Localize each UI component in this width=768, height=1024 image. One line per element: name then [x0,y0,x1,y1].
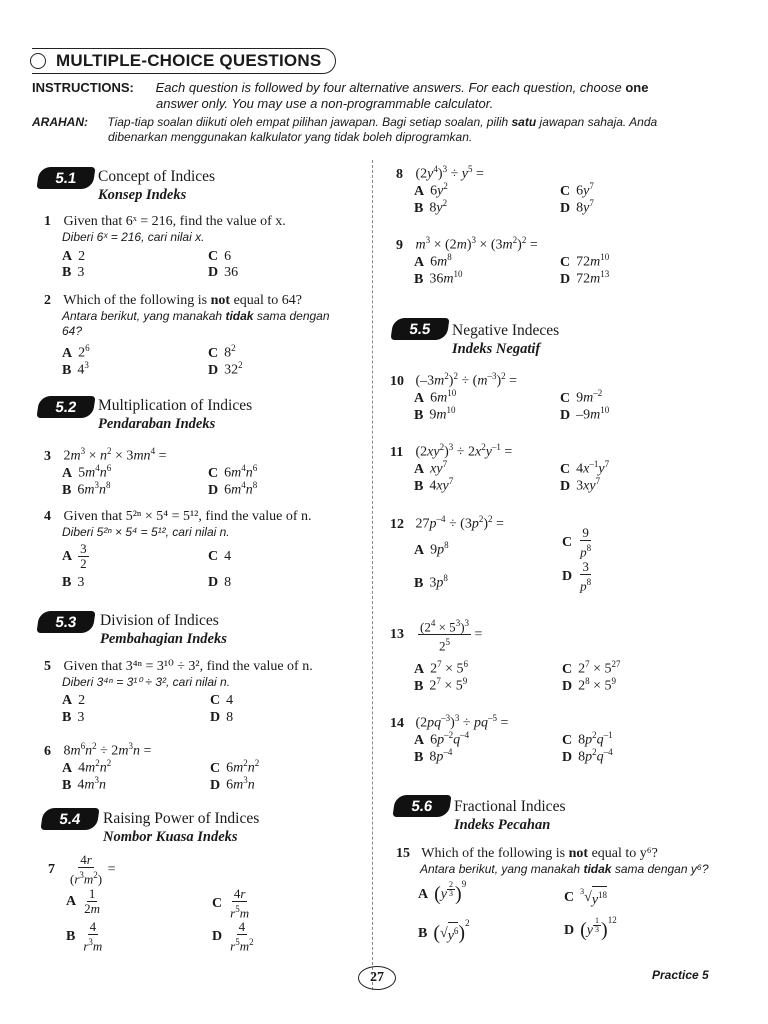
option-12d[interactable]: D $\frac{3}{p^8}$ [562,559,592,594]
option-10d[interactable]: D $-9m^{10}$ [560,405,610,423]
option-4d[interactable]: D 8 [208,575,232,590]
option-12c[interactable]: C $\frac{9}{p^8}$ [562,525,592,560]
option-10c[interactable]: C $9m^{-2}$ [560,388,603,406]
option-5d[interactable]: D 8 [210,710,234,725]
option-4c[interactable]: C 4 [208,549,232,564]
option-9a[interactable]: A $6m^8$ [414,252,452,270]
question-8: 8 $(2y^4)^3 \div y^5$ = [396,164,484,182]
option-6b[interactable]: B $4m^3n$ [62,775,106,793]
option-14b[interactable]: B $8p^{-4}$ [414,747,453,765]
option-1a[interactable]: A 2 [62,249,86,264]
option-12b[interactable]: B $3p^8$ [414,573,448,591]
option-9c[interactable]: C $72m^{10}$ [560,252,610,270]
question-1 [44,213,364,245]
option-7c[interactable]: C $\frac{4r}{r^5m}$ [212,886,250,921]
option-13a[interactable]: A $2^7 \times 5^6$ [414,659,469,677]
page-number: 27 [358,966,396,990]
section-title-5-6: Fractional Indices [454,798,566,815]
section-title-5-3: Division of Indices [100,612,219,629]
option-5c[interactable]: C 4 [210,693,234,708]
arahan-text: Tiap-tiap soalan diikuti oleh empat pilihan jawapan. Bagi setiap soalan, pilih [107,115,509,129]
section-badge-5-4: 5.4 [40,808,99,830]
title-circle-icon [30,53,46,69]
option-1c[interactable]: C 6 [208,249,232,264]
option-8a[interactable]: A $6y^2$ [414,181,448,199]
section-subtitle-5-1: Konsep Indeks [98,187,187,203]
column-divider [372,160,373,990]
option-11b[interactable]: B $4xy^7$ [414,476,454,494]
section-badge-5-6: 5.6 [392,795,451,817]
question-12: 12 $27p^{-4} \div (3p^2)^2$ = [390,514,504,532]
arahan-bold: satu [511,115,537,129]
section-title-5-1: Concept of Indices [98,168,216,185]
option-6c[interactable]: C $6m^2n^2$ [210,758,260,776]
section-badge-5-1: 5.1 [36,167,95,189]
instructions-bold: one [625,80,649,95]
question-3: 3 $2m^3 \times n^2 \times 3mn^4$ = [44,446,167,464]
option-2c[interactable]: C $8^2$ [208,343,236,361]
option-13b[interactable]: B $2^7 \times 5^9$ [414,676,468,694]
option-11c[interactable]: C $4x^{-1}y^7$ [560,459,610,477]
page-title: MULTIPLE-CHOICE QUESTIONS [32,48,336,74]
option-14a[interactable]: A $6p^{-2}q^{-4}$ [414,730,470,748]
arahan-text-3: dibenarkan menggunakan kalkulator yang tidak boleh diprogramkan. [108,130,473,144]
question-10: 10 $(-3m^2)^2 \div (m^{-3})^2$ = [390,371,518,389]
option-2d[interactable]: D $32^2$ [208,360,243,378]
option-10b[interactable]: B $9m^{10}$ [414,405,456,423]
option-9b[interactable]: B $36m^{10}$ [414,269,463,287]
option-13c[interactable]: C $2^7 \times 5^{27}$ [562,659,621,677]
practice-label: Practice 5 [652,968,709,982]
option-5b[interactable]: B 3 [62,710,85,725]
section-subtitle-5-4: Nombor Kuasa Indeks [103,829,238,845]
instructions [32,80,712,112]
option-8c[interactable]: C $6y^7$ [560,181,594,199]
option-15c[interactable]: C $^3$ √ $y^{18}$ [564,886,608,908]
section-subtitle-5-5: Indeks Negatif [452,341,541,357]
option-1d[interactable]: D 36 [208,265,239,280]
option-2b[interactable]: B $4^3$ [62,360,89,378]
question-13: 13 $\frac{(2^4 \times 5^3)^3}{2^5}$ = [390,618,483,654]
option-2a[interactable]: A $2^6$ [62,343,90,361]
option-8d[interactable]: D $8y^7$ [560,198,594,216]
question-11: 11 $(2xy^2)^3 \div 2x^2y^{-1}$ = [390,442,513,460]
question-malay: Diberi 6ˣ = 216, cari nilai x. [62,230,205,244]
option-9d[interactable]: D $72m^{13}$ [560,269,610,287]
section-badge-5-2: 5.2 [36,396,95,418]
section-badge-5-3: 5.3 [36,611,95,633]
option-15d[interactable]: D ( y $^{\frac{1}{3}}$ ) $^{12}$ [564,915,617,942]
arahan-text-2: jawapan sahaja. Anda [539,115,658,129]
arahan-label: ARAHAN: [32,115,88,129]
instructions-label: INSTRUCTIONS: [32,80,134,95]
instructions-text: Each question is followed by four alternative answers. For each question, choose [155,80,622,95]
option-13d[interactable]: D $2^8 \times 5^9$ [562,676,617,694]
question-5: 5 Given that 3⁴ⁿ = 3¹⁰ ÷ 3², find the value of n. Diberi 3⁴ⁿ = 3¹⁰ ÷ 3², cari nilai n. [44,659,313,689]
option-15a[interactable]: A ( y $^{\frac{2}{3}}$ ) $^9$ [418,879,467,906]
section-title-5-2: Multiplication of Indices [98,397,253,414]
option-6d[interactable]: D $6m^3n$ [210,775,255,793]
section-subtitle-5-3: Pembahagian Indeks [100,631,227,647]
question-9: 9 $m^3 \times (2m)^3 \times (3m^2)^2$ = [396,235,538,253]
option-7d[interactable]: D $\frac{4}{r^5m^2}$ [212,919,254,954]
option-3b[interactable]: B $6m^3n^8$ [62,480,111,498]
option-14d[interactable]: D $8p^2q^{-4}$ [562,747,613,765]
instructions-text-2: answer only. You may use a non-programmable calculator. [156,96,494,111]
section-subtitle-5-6: Indeks Pecahan [454,817,551,833]
option-3c[interactable]: C $6m^4n^6$ [208,463,258,481]
section-subtitle-5-2: Pendaraban Indeks [98,416,216,432]
option-4b[interactable]: B 3 [62,575,85,590]
question-2: 2 Which of the following is not equal to 64? Antara berikut, yang manakah tidak sama dengan 64? [44,293,330,338]
option-14c[interactable]: C $8p^2q^{-1}$ [562,730,613,748]
question-text: Given that 6ˣ = 216, find the value of x. [63,214,286,229]
section-title-5-5: Negative Indeces [452,322,560,339]
section-title-5-4: Raising Power of Indices [103,810,260,827]
question-15: 15 Which of the following is not equal to y⁶? Antara berikut, yang manakah tidak sama dengan y⁶? [396,846,709,876]
question-7: 7 $\frac{4r}{(r^3m^2)}$ = [48,852,116,887]
question-number: 1 [44,214,51,229]
option-3d[interactable]: D $6m^4n^8$ [208,480,258,498]
option-4a[interactable]: A $\frac{3}{2}$ [62,541,87,571]
arahan [32,115,722,145]
option-15b[interactable]: B ( √ $y^6$ ) $^2$ [418,917,470,944]
option-11d[interactable]: D $3xy^7$ [560,476,601,494]
option-3a[interactable]: A $5m^4n^6$ [62,463,112,481]
option-11a[interactable]: A $xy^7$ [414,459,448,477]
section-badge-5-5: 5.5 [390,318,449,340]
option-7b[interactable]: B $\frac{4}{r^3m}$ [66,919,103,954]
option-6a[interactable]: A $4m^2n^2$ [62,758,112,776]
question-6: 6 $8m^6n^2 \div 2m^3n$ = [44,741,152,759]
option-1b[interactable]: B 3 [62,265,85,280]
option-12a[interactable]: A $9p^8$ [414,540,449,558]
option-8b[interactable]: B $8y^2$ [414,198,448,216]
option-10a[interactable]: A $6m^{10}$ [414,388,457,406]
option-7a[interactable]: A $\frac{1}{2m}$ [66,886,101,916]
option-5a[interactable]: A 2 [62,693,86,708]
question-4: 4 Given that 5²ⁿ × 5⁴ = 5¹², find the value of n. Diberi 5²ⁿ × 5⁴ = 5¹², cari nilai n. [44,509,312,539]
question-14: 14 $(2pq^{-3})^3 \div pq^{-5}$ = [390,713,509,731]
